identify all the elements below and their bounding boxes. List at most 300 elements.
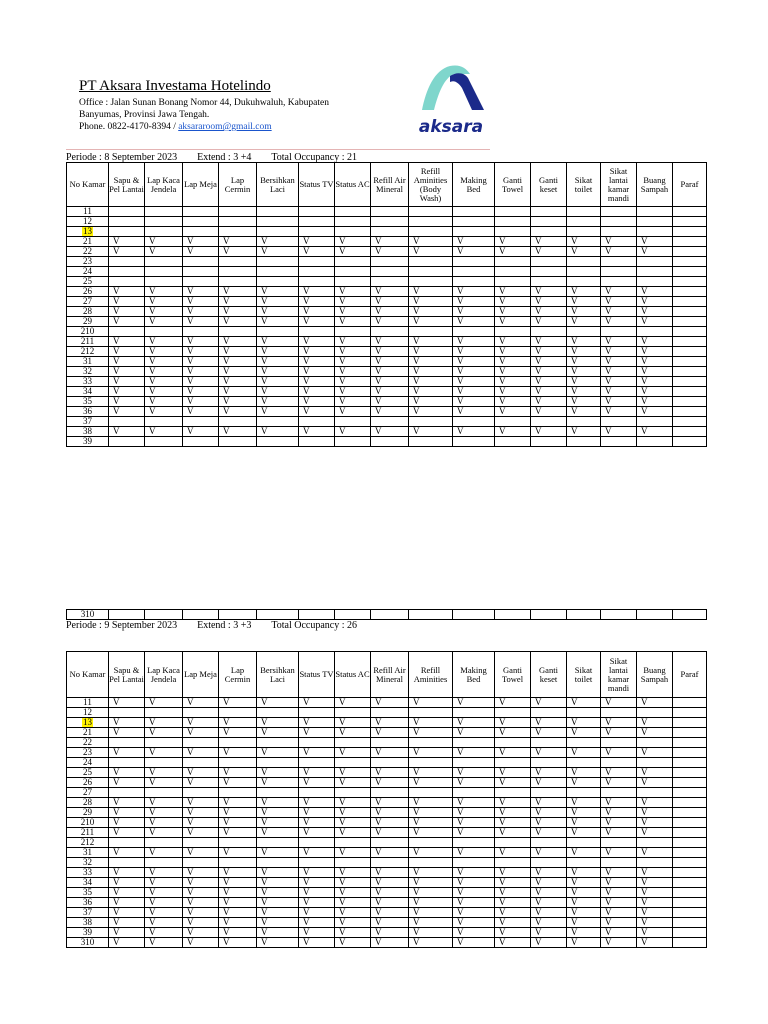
table-row: [67, 818, 707, 828]
check-cell: [673, 808, 707, 818]
check-cell: V: [183, 748, 219, 758]
check-cell: V: [567, 347, 601, 357]
check-cell: [371, 327, 409, 337]
check-cell: [409, 758, 453, 768]
room-number-cell: [67, 788, 109, 798]
check-cell: [495, 417, 531, 427]
check-cell: [335, 788, 371, 798]
table-row: [67, 227, 707, 237]
room-number: 24: [83, 757, 92, 767]
room-number-cell: [67, 908, 109, 918]
room-number: 34: [83, 386, 92, 396]
check-cell: V: [531, 718, 567, 728]
table-row: [67, 758, 707, 768]
check-cell: V: [531, 698, 567, 708]
room-number-cell: [67, 277, 109, 287]
room-number: 27: [83, 787, 92, 797]
check-cell: V: [183, 317, 219, 327]
check-cell: V: [299, 848, 335, 858]
check-cell: V: [371, 237, 409, 247]
check-cell: V: [109, 748, 145, 758]
check-cell: [109, 838, 145, 848]
check-cell: V: [453, 387, 495, 397]
room-number-cell: [67, 738, 109, 748]
room-number-cell: [67, 387, 109, 397]
table-row: [67, 748, 707, 758]
check-cell: V: [145, 748, 183, 758]
check-cell: V: [219, 317, 257, 327]
check-cell: V: [567, 808, 601, 818]
check-cell: [145, 207, 183, 217]
check-cell: [335, 758, 371, 768]
check-cell: [673, 898, 707, 908]
check-cell: V: [637, 938, 673, 948]
cleaning-checklist-table-2: [66, 651, 707, 948]
check-cell: V: [453, 878, 495, 888]
check-cell: [601, 738, 637, 748]
check-cell: V: [637, 898, 673, 908]
room-number-cell: [67, 427, 109, 437]
check-cell: [495, 217, 531, 227]
check-cell: V: [409, 728, 453, 738]
column-header: Status AC: [335, 163, 371, 207]
check-cell: V: [409, 718, 453, 728]
room-number-cell: [67, 417, 109, 427]
check-cell: [335, 838, 371, 848]
check-cell: V: [453, 317, 495, 327]
check-cell: V: [371, 798, 409, 808]
check-cell: V: [335, 317, 371, 327]
check-cell: V: [637, 878, 673, 888]
check-cell: V: [299, 808, 335, 818]
check-cell: V: [567, 748, 601, 758]
check-cell: V: [335, 918, 371, 928]
check-cell: V: [371, 317, 409, 327]
check-cell: [673, 317, 707, 327]
check-cell: V: [531, 237, 567, 247]
check-cell: [409, 788, 453, 798]
check-cell: V: [637, 808, 673, 818]
check-cell: V: [145, 718, 183, 728]
check-cell: [453, 207, 495, 217]
check-cell: V: [637, 337, 673, 347]
check-cell: V: [371, 698, 409, 708]
check-cell: V: [145, 367, 183, 377]
check-cell: V: [495, 357, 531, 367]
check-cell: [531, 858, 567, 868]
check-cell: V: [183, 427, 219, 437]
check-cell: V: [109, 868, 145, 878]
check-cell: V: [299, 888, 335, 898]
check-cell: V: [109, 928, 145, 938]
room-number-cell: [67, 868, 109, 878]
check-cell: V: [183, 898, 219, 908]
check-cell: [183, 858, 219, 868]
check-cell: [637, 217, 673, 227]
check-cell: V: [371, 778, 409, 788]
room-number-cell: [67, 247, 109, 257]
check-cell: V: [495, 287, 531, 297]
check-cell: [673, 858, 707, 868]
check-cell: [183, 217, 219, 227]
column-header: Sapu & Pel Lantai: [109, 652, 145, 698]
check-cell: V: [299, 337, 335, 347]
check-cell: [673, 888, 707, 898]
check-cell: [531, 267, 567, 277]
check-cell: V: [183, 928, 219, 938]
room-number: 212: [80, 346, 95, 356]
check-cell: [299, 327, 335, 337]
room-number-cell: [67, 317, 109, 327]
check-cell: V: [567, 407, 601, 417]
check-cell: V: [531, 407, 567, 417]
check-cell: V: [409, 798, 453, 808]
room-number-cell: [67, 748, 109, 758]
check-cell: [567, 217, 601, 227]
check-cell: V: [637, 307, 673, 317]
check-cell: [567, 437, 601, 447]
check-cell: V: [637, 748, 673, 758]
check-cell: V: [567, 337, 601, 347]
check-cell: V: [183, 377, 219, 387]
check-cell: [371, 227, 409, 237]
room-number: 31: [83, 847, 92, 857]
check-cell: [453, 327, 495, 337]
check-cell: V: [145, 908, 183, 918]
check-cell: [257, 227, 299, 237]
check-cell: [495, 738, 531, 748]
check-cell: V: [335, 828, 371, 838]
check-cell: [183, 207, 219, 217]
check-cell: V: [495, 397, 531, 407]
room-number-cell: [67, 758, 109, 768]
occupancy-label: Total Occupancy : 21: [271, 152, 358, 163]
check-cell: V: [409, 908, 453, 918]
check-cell: V: [453, 247, 495, 257]
check-cell: [601, 758, 637, 768]
extend-label: Extend : 3 +4: [197, 152, 252, 163]
table-row: [67, 888, 707, 898]
check-cell: [299, 207, 335, 217]
table-row: [67, 257, 707, 267]
column-header: Ganti Towel: [495, 163, 531, 207]
table-row: [67, 610, 707, 620]
check-cell: V: [145, 347, 183, 357]
table-row: [67, 277, 707, 287]
check-cell: V: [637, 377, 673, 387]
check-cell: V: [335, 928, 371, 938]
room-number: 210: [80, 326, 95, 336]
table-row: [67, 768, 707, 778]
check-cell: V: [183, 357, 219, 367]
check-cell: V: [145, 798, 183, 808]
check-cell: [673, 868, 707, 878]
room-number: 28: [83, 797, 92, 807]
check-cell: [145, 838, 183, 848]
table-row: [67, 898, 707, 908]
check-cell: V: [453, 287, 495, 297]
check-cell: V: [495, 427, 531, 437]
check-cell: V: [219, 297, 257, 307]
check-cell: V: [531, 868, 567, 878]
table-row: [67, 698, 707, 708]
room-number-cell: [67, 217, 109, 227]
check-cell: [299, 267, 335, 277]
email-link[interactable]: aksararoom@gmail.com: [178, 122, 272, 132]
check-cell: V: [495, 698, 531, 708]
check-cell: [183, 227, 219, 237]
check-cell: V: [257, 237, 299, 247]
check-cell: [219, 738, 257, 748]
room-number-cell: [67, 407, 109, 417]
check-cell: [673, 257, 707, 267]
check-cell: [567, 417, 601, 427]
check-cell: [673, 828, 707, 838]
check-cell: V: [257, 728, 299, 738]
check-cell: [409, 437, 453, 447]
check-cell: V: [601, 387, 637, 397]
check-cell: [567, 327, 601, 337]
check-cell: V: [531, 928, 567, 938]
check-cell: [495, 838, 531, 848]
check-cell: V: [409, 818, 453, 828]
check-cell: V: [531, 768, 567, 778]
check-cell: [335, 738, 371, 748]
check-cell: V: [145, 808, 183, 818]
check-cell: V: [145, 357, 183, 367]
table-row: [67, 838, 707, 848]
check-cell: [183, 788, 219, 798]
check-cell: V: [567, 908, 601, 918]
check-cell: V: [371, 397, 409, 407]
check-cell: V: [299, 818, 335, 828]
check-cell: [531, 327, 567, 337]
check-cell: V: [219, 918, 257, 928]
check-cell: V: [531, 728, 567, 738]
check-cell: V: [335, 908, 371, 918]
check-cell: V: [145, 237, 183, 247]
check-cell: V: [145, 287, 183, 297]
column-header: Refill Aminities (Body Wash): [409, 163, 453, 207]
check-cell: V: [531, 247, 567, 257]
check-cell: V: [637, 798, 673, 808]
room-number: 31: [83, 356, 92, 366]
check-cell: [673, 367, 707, 377]
check-cell: V: [637, 928, 673, 938]
check-cell: [257, 788, 299, 798]
check-cell: V: [371, 337, 409, 347]
check-cell: V: [409, 287, 453, 297]
check-cell: V: [145, 247, 183, 257]
check-cell: V: [109, 768, 145, 778]
check-cell: V: [299, 798, 335, 808]
check-cell: [299, 838, 335, 848]
check-cell: [531, 257, 567, 267]
check-cell: V: [299, 768, 335, 778]
check-cell: V: [183, 848, 219, 858]
check-cell: [601, 610, 637, 620]
check-cell: [109, 437, 145, 447]
check-cell: V: [371, 908, 409, 918]
check-cell: V: [567, 938, 601, 948]
check-cell: V: [567, 287, 601, 297]
check-cell: V: [409, 337, 453, 347]
check-cell: V: [637, 347, 673, 357]
check-cell: V: [109, 908, 145, 918]
check-cell: V: [371, 377, 409, 387]
check-cell: [601, 708, 637, 718]
check-cell: [673, 207, 707, 217]
check-cell: [109, 267, 145, 277]
check-cell: [495, 207, 531, 217]
check-cell: V: [257, 397, 299, 407]
room-number: 13: [83, 226, 92, 236]
table-row: [67, 878, 707, 888]
column-header: Lap Cermin: [219, 652, 257, 698]
column-header: Sikat lantai kamar mandi: [601, 652, 637, 698]
room-number: 32: [83, 366, 92, 376]
check-cell: [109, 738, 145, 748]
check-cell: V: [335, 798, 371, 808]
check-cell: V: [567, 728, 601, 738]
check-cell: [453, 708, 495, 718]
column-header: Lap Kaca Jendela: [145, 163, 183, 207]
check-cell: V: [371, 367, 409, 377]
check-cell: V: [335, 878, 371, 888]
check-cell: V: [299, 728, 335, 738]
check-cell: V: [257, 868, 299, 878]
check-cell: [495, 610, 531, 620]
room-number: 37: [83, 416, 92, 426]
check-cell: V: [531, 778, 567, 788]
check-cell: [673, 247, 707, 257]
check-cell: V: [145, 898, 183, 908]
check-cell: [109, 277, 145, 287]
check-cell: [183, 327, 219, 337]
check-cell: V: [601, 888, 637, 898]
check-cell: V: [299, 427, 335, 437]
check-cell: [219, 610, 257, 620]
check-cell: [673, 387, 707, 397]
check-cell: V: [145, 728, 183, 738]
table-row: [67, 387, 707, 397]
room-number-cell: [67, 610, 109, 620]
check-cell: V: [335, 898, 371, 908]
check-cell: V: [601, 928, 637, 938]
column-header: Paraf: [673, 652, 707, 698]
check-cell: V: [335, 768, 371, 778]
check-cell: V: [409, 938, 453, 948]
check-cell: V: [109, 247, 145, 257]
check-cell: V: [567, 918, 601, 928]
check-cell: V: [371, 928, 409, 938]
check-cell: V: [257, 718, 299, 728]
check-cell: V: [637, 357, 673, 367]
check-cell: V: [409, 768, 453, 778]
column-header: Lap Meja: [183, 652, 219, 698]
column-header: Lap Meja: [183, 163, 219, 207]
check-cell: V: [409, 868, 453, 878]
table-row: [67, 297, 707, 307]
check-cell: V: [453, 698, 495, 708]
check-cell: V: [219, 427, 257, 437]
check-cell: V: [495, 908, 531, 918]
check-cell: V: [109, 407, 145, 417]
check-cell: V: [183, 918, 219, 928]
check-cell: [371, 858, 409, 868]
check-cell: [335, 708, 371, 718]
check-cell: V: [409, 347, 453, 357]
check-cell: [453, 838, 495, 848]
check-cell: V: [409, 367, 453, 377]
check-cell: V: [145, 307, 183, 317]
check-cell: V: [409, 387, 453, 397]
check-cell: V: [145, 868, 183, 878]
check-cell: [219, 257, 257, 267]
check-cell: [183, 738, 219, 748]
check-cell: V: [219, 347, 257, 357]
check-cell: V: [495, 337, 531, 347]
room-number-cell: [67, 778, 109, 788]
check-cell: [409, 227, 453, 237]
check-cell: V: [299, 868, 335, 878]
table-row: [67, 367, 707, 377]
check-cell: [453, 788, 495, 798]
check-cell: [335, 417, 371, 427]
check-cell: V: [299, 718, 335, 728]
check-cell: [183, 758, 219, 768]
check-cell: [257, 858, 299, 868]
check-cell: V: [495, 878, 531, 888]
room-number: 310: [80, 609, 95, 619]
check-cell: V: [531, 347, 567, 357]
check-cell: [183, 267, 219, 277]
occupancy-label: Total Occupancy : 26: [271, 620, 358, 631]
check-cell: V: [531, 397, 567, 407]
check-cell: [335, 227, 371, 237]
check-cell: V: [495, 808, 531, 818]
check-cell: [145, 267, 183, 277]
check-cell: V: [183, 237, 219, 247]
check-cell: V: [453, 297, 495, 307]
check-cell: V: [409, 377, 453, 387]
check-cell: V: [495, 938, 531, 948]
check-cell: [673, 838, 707, 848]
check-cell: V: [183, 718, 219, 728]
check-cell: [673, 748, 707, 758]
check-cell: [453, 437, 495, 447]
check-cell: V: [257, 798, 299, 808]
check-cell: V: [109, 387, 145, 397]
check-cell: V: [531, 357, 567, 367]
check-cell: V: [453, 888, 495, 898]
check-cell: [371, 267, 409, 277]
check-cell: V: [531, 367, 567, 377]
check-cell: V: [219, 888, 257, 898]
check-cell: V: [335, 367, 371, 377]
check-cell: [673, 237, 707, 247]
check-cell: V: [145, 407, 183, 417]
column-header: Sikat toilet: [567, 652, 601, 698]
check-cell: V: [109, 718, 145, 728]
room-number-cell: [67, 718, 109, 728]
check-cell: [183, 257, 219, 267]
check-cell: [409, 217, 453, 227]
column-header: Status AC: [335, 652, 371, 698]
check-cell: V: [371, 427, 409, 437]
check-cell: V: [335, 748, 371, 758]
check-cell: V: [453, 848, 495, 858]
